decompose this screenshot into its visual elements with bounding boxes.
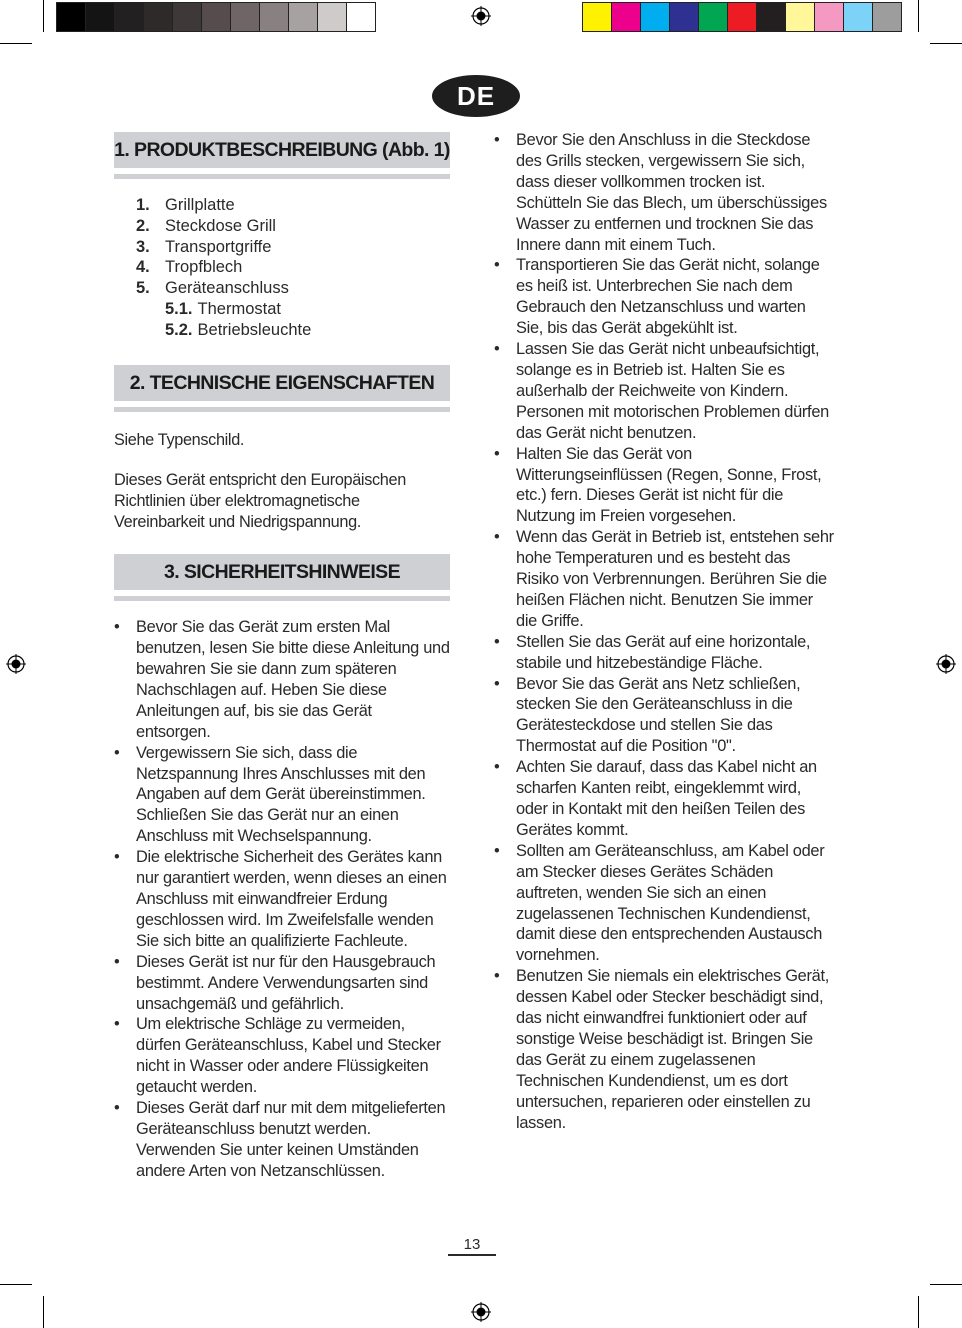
crop-mark <box>930 1284 962 1285</box>
crop-mark <box>43 0 44 32</box>
item-label: Steckdose Grill <box>165 216 276 235</box>
list-item: • Wenn das Gerät in Betrieb ist, entstehen sehr hohe Temperaturen und es besteht das Risiko von Verbrennungen. Berühren Sie die heißen Flächen nicht. Benutzen Sie immer die Griffe. <box>494 527 834 632</box>
page-number-underline <box>448 1254 496 1256</box>
item-label: Grillplatte <box>165 196 235 214</box>
list-item: • Lassen Sie das Gerät nicht unbeaufsichtigt, solange es in Betrieb ist. Halten Sie es außerhalb der Reichweite von Kindern. Personen mit motorischen Problemen dürfen das Gerät nicht benutzen. <box>494 339 834 444</box>
swatch <box>872 2 902 32</box>
item-label: Tropfblech <box>165 258 243 277</box>
swatch <box>640 2 670 32</box>
swatch <box>669 2 699 32</box>
left-column <box>114 132 450 1182</box>
language-badge: DE <box>432 75 520 117</box>
section-divider <box>114 596 450 601</box>
swatch <box>288 2 318 32</box>
list-item <box>114 237 450 258</box>
item-number: 5.2. <box>165 320 193 339</box>
registration-mark-icon <box>936 654 956 674</box>
list-item: • Stellen Sie das Gerät auf eine horizontale, stabile und hitzebeständige Fläche. <box>494 632 834 674</box>
crop-mark <box>43 1296 44 1328</box>
section-heading-product: 1. PRODUKTBESCHREIBUNG (Abb. 1) <box>114 132 450 168</box>
crop-mark <box>0 1284 32 1285</box>
crop-mark <box>918 0 919 32</box>
section-divider <box>114 174 450 179</box>
swatch <box>814 2 844 32</box>
page-number: 13 <box>463 1236 481 1253</box>
list-item <box>114 257 450 278</box>
list-item: • Halten Sie das Gerät von Witterungseinflüssen (Regen, Sonne, Frost, etc.) fern. Dieses Gerät ist nicht für die Nutzung im Freien vorgesehen. <box>494 444 834 528</box>
swatch <box>114 2 144 32</box>
item-number: 5.1. <box>165 299 193 318</box>
registration-mark-icon <box>471 6 491 26</box>
list-item: • Dieses Gerät darf nur mit dem mitgelieferten Geräteanschluss benutzt werden. Verwenden Sie unter keinen Umständen andere Arten von Netzanschlüssen. <box>114 1098 450 1182</box>
product-parts-list <box>114 195 450 341</box>
item-number: 2. <box>136 216 150 235</box>
swatch <box>346 2 376 32</box>
list-item: • Achten Sie darauf, dass das Kabel nicht an scharfen Kanten reibt, eingeklemmt wird, oder in Kontakt mit den heißen Teilen des Gerätes kommt. <box>494 757 834 841</box>
item-number: 1. <box>136 196 150 214</box>
list-item <box>114 195 450 216</box>
item-label: Geräteanschluss <box>165 279 289 298</box>
item-number: 5. <box>136 279 150 298</box>
right-column <box>494 130 834 1134</box>
swatch <box>172 2 202 32</box>
list-item: • Vergewissern Sie sich, dass die Netzspannung Ihres Anschlusses mit den Angaben auf dem Gerät übereinstimmen. Schließen Sie das Gerät nur an einen Anschluss mit Wechselspannung. <box>114 743 450 848</box>
crop-mark <box>0 43 32 44</box>
list-item: • Dieses Gerät ist nur für den Hausgebrauch bestimmt. Andere Verwendungsarten sind unsachgemäß und gefährlich. <box>114 952 450 1015</box>
list-item: • Die elektrische Sicherheit des Gerätes kann nur garantiert werden, wenn dieses an einen Anschluss mit einwandfreier Erdung geschlossen wird. Im Zweifelsfalle wenden Sie sich bitte an qualifizierte Fachleute. <box>114 847 450 952</box>
crop-mark <box>918 1296 919 1328</box>
item-number: 4. <box>136 258 150 277</box>
item-label: Thermostat <box>197 299 281 318</box>
swatch <box>756 2 786 32</box>
list-item <box>114 216 450 237</box>
sub-list-item <box>114 320 450 341</box>
swatch <box>259 2 289 32</box>
swatch <box>582 2 612 32</box>
registration-mark-icon <box>471 1302 491 1322</box>
list-item <box>114 278 450 299</box>
cmyk-color-bar <box>583 2 902 32</box>
swatch <box>56 2 86 32</box>
swatch <box>230 2 260 32</box>
list-item: • Bevor Sie das Gerät ans Netz schließen, stecken Sie den Geräteanschluss in die Gerätesteckdose und stellen Sie das Thermostat auf die Position "0". <box>494 674 834 758</box>
section-heading-technical: 2. TECHNISCHE EIGENSCHAFTEN <box>114 365 450 401</box>
swatch <box>611 2 641 32</box>
item-label: Betriebsleuchte <box>197 320 312 339</box>
item-label: Transportgriffe <box>165 237 272 256</box>
list-item: • Bevor Sie den Anschluss in die Steckdose des Grills stecken, vergewissern Sie sich, dass dieser vollkommen trocken ist. Schütteln Sie das Blech, um überschüssiges Wasser zu entfernen und trocknen Sie das Innere dann mit einem Tuch. <box>494 130 834 255</box>
list-item: • Bevor Sie das Gerät zum ersten Mal benutzen, lesen Sie bitte diese Anleitung und bewahren Sie sie dann zum späteren Nachschlagen auf. Heben Sie diese Anleitungen auf, bis sie das Gerät entsorgen. <box>114 617 450 742</box>
list-item: • Um elektrische Schläge zu vermeiden, dürfen Geräteanschluss, Kabel und Stecker nicht in Wasser oder andere Flüssigkeiten getaucht werden. <box>114 1014 450 1098</box>
list-item: • Sollten am Geräteanschluss, am Kabel oder am Stecker dieses Gerätes Schäden auftreten, wenden Sie sich an einen zugelassenen Technischen Kundendienst, damit diese den entsprechenden Austausch vornehmen. <box>494 841 834 966</box>
list-item: • Transportieren Sie das Gerät nicht, solange es heiß ist. Unterbrechen Sie nach dem Gebrauch den Netzanschluss und warten Sie, bis das Gerät abgekühlt ist. <box>494 255 834 339</box>
grayscale-color-bar <box>57 2 376 32</box>
sub-list-item <box>114 299 450 320</box>
swatch <box>201 2 231 32</box>
list-item: • Benutzen Sie niemals ein elektrisches Gerät, dessen Kabel oder Stecker beschädigt sind, das nicht einwandfrei funktioniert oder auf sonstige Weise beschädigt ist. Bringen Sie das Gerät zu einem zugelassenen Technischen Kundendienst, um es dort untersuchen, reparieren oder einstellen zu lassen. <box>494 966 834 1133</box>
compliance-statement: Dieses Gerät entspricht den Europäischen Richtlinien über elektromagnetische Vereinbarkeit und Niedrigspannung. <box>114 471 406 532</box>
safety-list-left <box>114 617 450 1181</box>
swatch <box>85 2 115 32</box>
swatch <box>698 2 728 32</box>
crop-mark <box>930 43 962 44</box>
swatch <box>727 2 757 32</box>
rating-plate-note: Siehe Typenschild. <box>114 430 245 449</box>
swatch <box>843 2 873 32</box>
swatch <box>143 2 173 32</box>
section-divider <box>114 407 450 412</box>
swatch <box>317 2 347 32</box>
registration-mark-icon <box>6 654 26 674</box>
item-number: 3. <box>136 237 150 256</box>
section-heading-safety: 3. SICHERHEITSHINWEISE <box>114 554 450 590</box>
swatch <box>785 2 815 32</box>
safety-list-right <box>494 130 834 1134</box>
